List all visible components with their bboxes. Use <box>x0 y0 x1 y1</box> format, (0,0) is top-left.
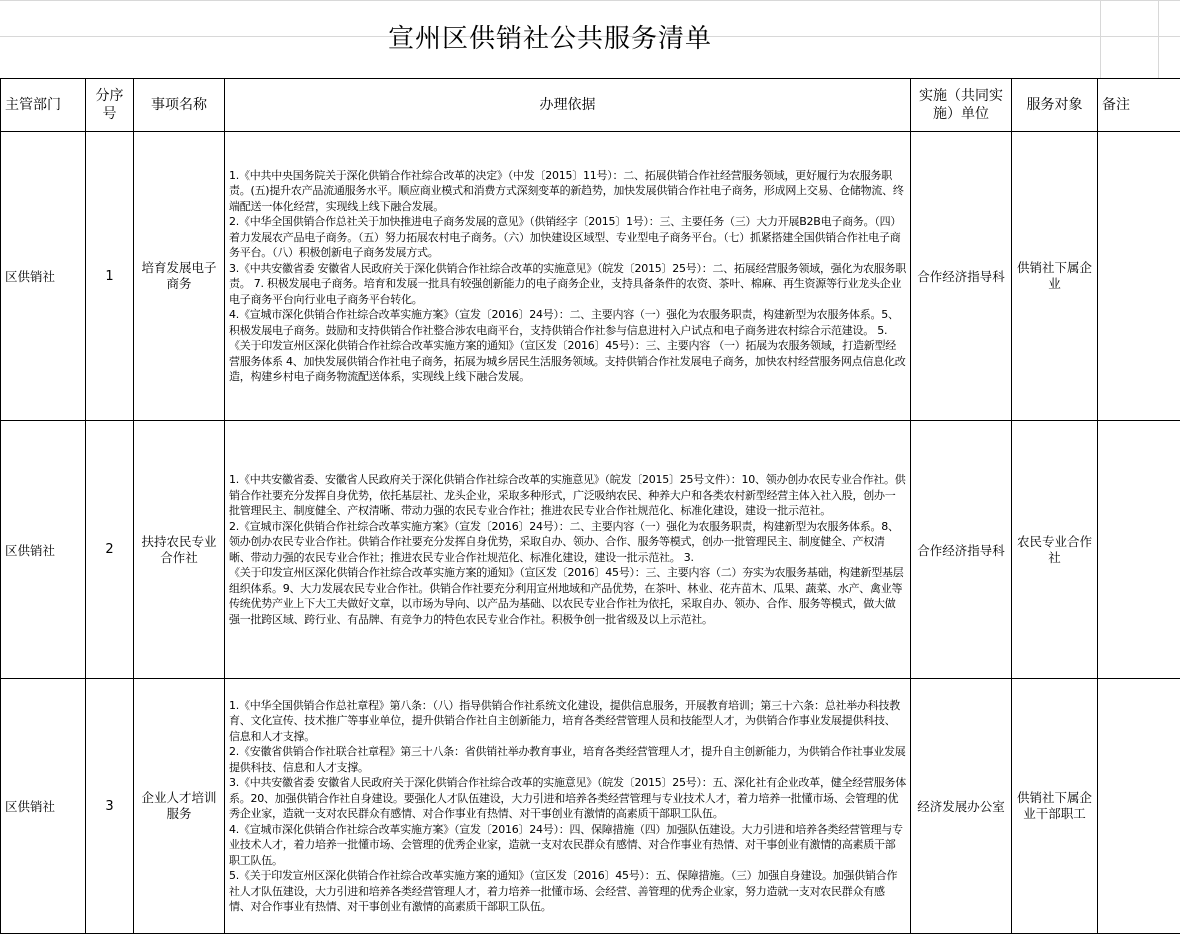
cell-target: 供销社下属企业 <box>1012 132 1098 421</box>
header-impl: 实施（共同实施）单位 <box>911 79 1012 132</box>
basis-paragraph: 2.《安徽省供销合作社联合社章程》第三十八条：省供销社举办教育事业，培育各类经营管理人才，提升自主创新能力，为供销合作社事业发展提供科技、信息和人才支撑。 <box>229 744 906 775</box>
cell-target: 农民专业合作社 <box>1012 421 1098 679</box>
table-row <box>1 679 1180 934</box>
cell-dept: 区供销社 <box>1 421 86 679</box>
cell-impl: 合作经济指导科 <box>911 421 1012 679</box>
basis-paragraph: 1.《中共中央国务院关于深化供销合作社综合改革的决定》（中发〔2015〕11号）：二、拓展供销合作社经营服务领域，更好履行为农服务职责。(五)提升农产品流通服务水平。顺应商业模式和消费方式深刻变革的新趋势，加快发展供销合作社电子商务，形成网上交易、仓储物流、终端配送一体化经营，实现线上线下融合发展。 <box>229 168 906 215</box>
header-no: 分序号 <box>86 79 134 132</box>
cell-no: 3 <box>86 679 134 934</box>
basis-paragraph: 4.《宣城市深化供销合作社综合改革实施方案》（宣发〔2016〕24号）：二、主要内容（一）强化为农服务职责，构建新型为农服务体系。5、积极发展电子商务。鼓励和支持供销合作社整合涉农电商平台，支持供销合作社参与信息进村入户试点和电子商务进农村综合示范建设。 5. <box>229 307 906 338</box>
basis-paragraph: 《关于印发宣州区深化供销合作社综合改革实施方案的通知》（宣区发〔2016〕45号）：三、主要内容 （一）拓展为农服务领域，打造新型经营服务体系 4、加快发展供销合作社电子商务，拓展为城乡居民生活服务领域。支持供销合作社发展电子商务，加快农村经营服务网点信息化改造，构建乡村电子商务物流配送体系，实现线上线下融合发展。 <box>229 338 906 385</box>
cell-name: 培育发展电子商务 <box>134 132 225 421</box>
cell-note <box>1098 132 1180 421</box>
cell-impl: 经济发展办公室 <box>911 679 1012 934</box>
cell-dept: 区供销社 <box>1 132 86 421</box>
cell-name: 企业人才培训服务 <box>134 679 225 934</box>
cell-note <box>1098 421 1180 679</box>
cell-impl: 合作经济指导科 <box>911 132 1012 421</box>
basis-paragraph: 5.《关于印发宣州区深化供销合作社综合改革实施方案的通知》（宣区发〔2016〕45号）：五、保障措施。（三）加强自身建设。加强供销合作社人才队伍建设，大力引进和培养各类经营管理人才，着力培养一批懂市场、会经营、善管理的优秀企业家，努力造就一支对农民群众有感情、对合作事业有热情、对干事创业有激情的高素质干部职工队伍。 <box>229 868 906 915</box>
basis-paragraph: 1.《中共安徽省委、安徽省人民政府关于深化供销合作社综合改革的实施意见》（皖发〔2015〕25号文件）：10、领办创办农民专业合作社。供销合作社要充分发挥自身优势，依托基层社、龙头企业，采取多种形式，广泛吸纳农民、种养大户和各类农村新型经营主体入社入股，创办一批管理民主、制度健全、产权清晰、带动力强的农民专业合作社；推进农民专业合作社规范化、标准化建设，建设一批示范社。 <box>229 472 906 519</box>
cell-basis <box>225 132 911 421</box>
cell-name: 扶持农民专业合作社 <box>134 421 225 679</box>
header-target: 服务对象 <box>1012 79 1098 132</box>
header-row <box>1 79 1180 132</box>
basis-paragraph: 3.《中共安徽省委 安徽省人民政府关于深化供销合作社综合改革的实施意见》（皖发〔2015〕25号）：二、拓展经营服务领域，强化为农服务职责。 7. 积极发展电子商务。培育和发展一批具有较强创新能力的电子商务企业，支持具备条件的农资、茶叶、棉麻、再生资源等行业龙头企业电子商务平台向行业电子商务平台转化。 <box>229 261 906 308</box>
cell-target: 供销社下属企业干部职工 <box>1012 679 1098 934</box>
basis-paragraph: 2.《中华全国供销合作总社关于加快推进电子商务发展的意见》（供销经字〔2015〕1号）：三、主要任务（三）大力开展B2B电子商务。（四）着力发展农产品电子商务。（五）努力拓展农村电子商务。（六）加快建设区域型、专业型电子商务平台。（七）抓紧搭建全国供销合作社电子商务平台。（八）积极创新电子商务发展方式。 <box>229 214 906 261</box>
cell-note <box>1098 679 1180 934</box>
header-name: 事项名称 <box>134 79 225 132</box>
basis-paragraph: 1.《中华全国供销合作总社章程》第八条：（八）指导供销合作社系统文化建设，提供信息服务，开展教育培训；第三十六条：总社举办科技教育、文化宣传、技术推广等事业单位，提升供销合作社自主创新能力，培育各类经营管理人员和技能型人才，为供销合作事业发展提供科技、信息和人才支撑。 <box>229 698 906 745</box>
basis-paragraph: 3.《中共安徽省委 安徽省人民政府关于深化供销合作社综合改革的实施意见》（皖发〔2015〕25号）：五、深化社有企业改革，健全经营服务体系。20、加强供销合作社自身建设。要强化人才队伍建设，大力引进和培养各类经营管理与专业技术人才，着力培养一批懂市场、会管理的优秀企业家，造就一支对农民群众有感情、对合作事业有热情、对干事创业有激情的高素质干部职工队伍。 <box>229 775 906 822</box>
basis-paragraph: 4.《宣城市深化供销合作社综合改革实施方案》（宣发〔2016〕24号）：四、保障措施（四）加强队伍建设。大力引进和培养各类经营管理与专业技术人才，着力培养一批懂市场、会管理的优秀企业家，造就一支对农民群众有感情、对合作事业有热情、对干事创业有激情的高素质干部职工队伍。 <box>229 822 906 869</box>
cell-basis <box>225 421 911 679</box>
page-title: 宣州区供销社公共服务清单 <box>0 18 1100 55</box>
header-dept: 主管部门 <box>1 79 86 132</box>
cell-no: 2 <box>86 421 134 679</box>
cell-no: 1 <box>86 132 134 421</box>
header-basis: 办理依据 <box>225 79 911 132</box>
table-row <box>1 421 1180 679</box>
cell-dept: 区供销社 <box>1 679 86 934</box>
table-row <box>1 132 1180 421</box>
header-note: 备注 <box>1098 79 1180 132</box>
service-list-table <box>0 78 1180 934</box>
cell-basis <box>225 679 911 934</box>
basis-paragraph: 《关于印发宣州区深化供销合作社综合改革实施方案的通知》（宣区发〔2016〕45号）：三、主要内容（二）夯实为农服务基础，构建新型基层组织体系。9、大力发展农民专业合作社。供销合作社要充分利用宣州地域和产品优势，在茶叶、林业、花卉苗木、瓜果、蔬菜、水产、禽业等传统优势产业上下大工夫做好文章，以市场为导向、以产品为基础、以农民专业合作社为依托，采取自办、领办、合作、服务等模式，做大做强一批跨区域、跨行业、有品牌、有竞争力的特色农民专业合作社。积极争创一批省级及以上示范社。 <box>229 565 906 627</box>
basis-paragraph: 2.《宣城市深化供销合作社综合改革实施方案》（宣发〔2016〕24号）：二、主要内容（一）强化为农服务职责，构建新型为农服务体系。8、领办创办农民专业合作社。供销合作社要充分发挥自身优势，采取自办、领办、合作、服务等模式，创办一批管理民主、制度健全、产权清晰、带动力强的农民专业合作社；推进农民专业合作社规范化、标准化建设，建设一批示范社。 3. <box>229 519 906 566</box>
